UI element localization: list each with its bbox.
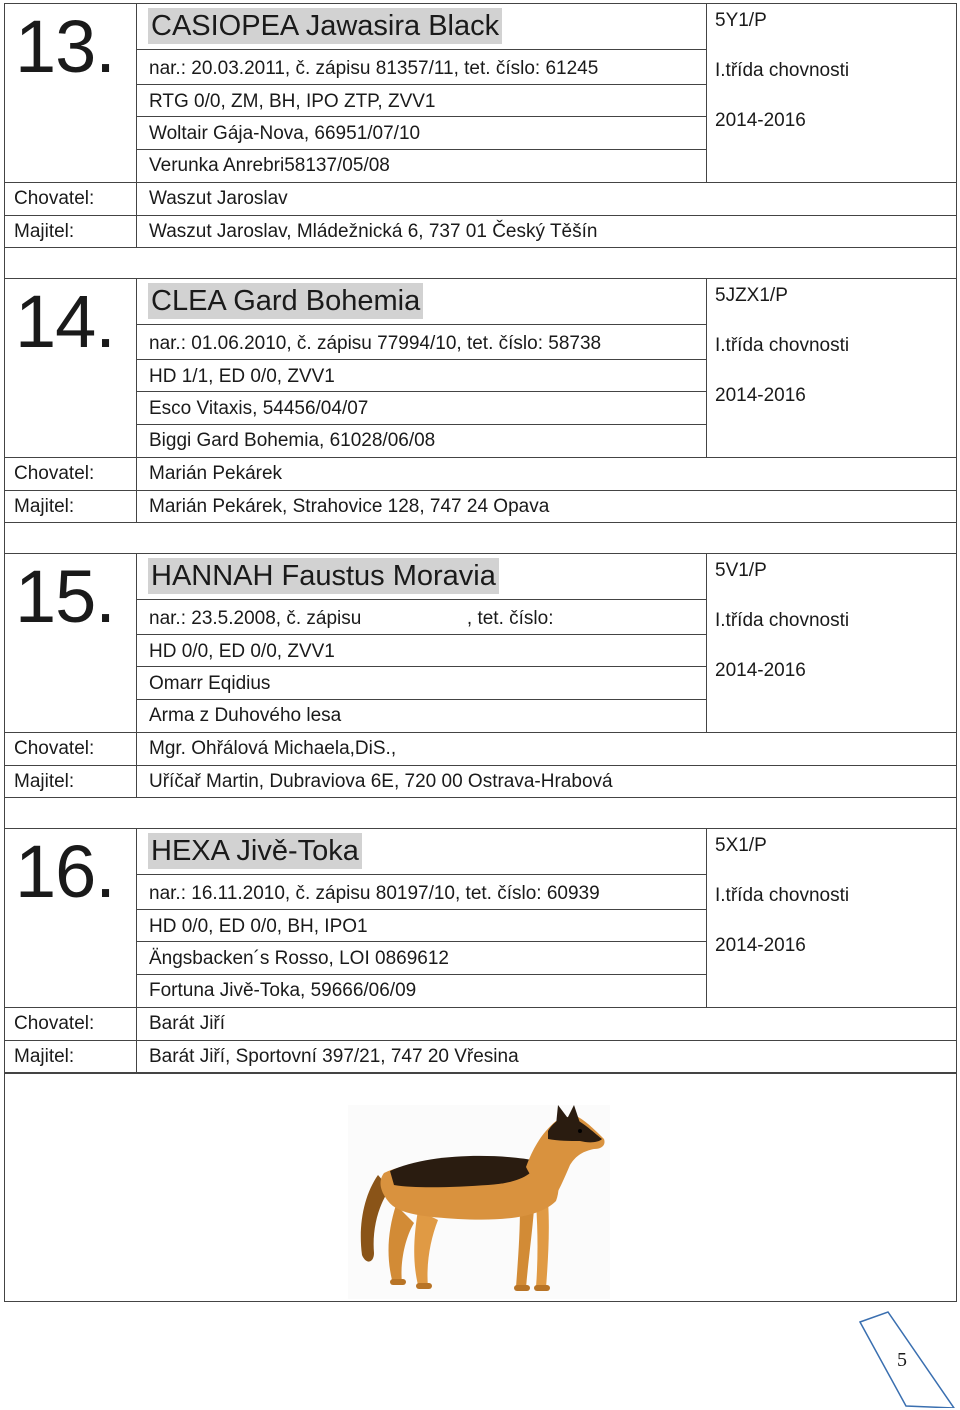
entry-number: 14. xyxy=(15,280,115,363)
sire: Omarr Eqidius xyxy=(149,673,271,694)
breeder-label: Chovatel: xyxy=(14,1013,95,1034)
health-tests: HD 0/0, ED 0/0, BH, IPO1 xyxy=(149,916,368,937)
birth-registration: nar.: 23.5.2008, č. zápisu , tet. číslo: xyxy=(149,608,554,629)
breeder-label: Chovatel: xyxy=(14,463,95,484)
owner: Uříčař Martin, Dubraviova 6E, 720 00 Ostrava-Hrabová xyxy=(149,771,613,792)
owner-label: Majitel: xyxy=(14,496,75,517)
birth-registration: nar.: 20.03.2011, č. zápisu 81357/11, tet. číslo: 61245 xyxy=(149,58,599,79)
dog-name: CASIOPEA Jawasira Black xyxy=(148,8,502,44)
breeder: Waszut Jaroslav xyxy=(149,188,288,209)
dog-name: HEXA Jivě-Toka xyxy=(148,833,362,869)
page-number-marker xyxy=(858,1310,956,1408)
dog-entry-14 xyxy=(4,278,957,523)
dog-name: CLEA Gard Bohemia xyxy=(148,283,423,319)
breeder: Mgr. Ohřálová Michaela,DiS., xyxy=(149,738,397,759)
owner: Waszut Jaroslav, Mládežnická 6, 737 01 Český Těšín xyxy=(149,221,598,242)
breeding-class: I.třída chovnosti xyxy=(715,60,850,81)
sire: Ängsbacken´s Rosso, LOI 0869612 xyxy=(149,948,449,969)
birth-registration: nar.: 16.11.2010, č. zápisu 80197/10, tet. číslo: 60939 xyxy=(149,883,600,904)
owner-label: Majitel: xyxy=(14,221,75,242)
page-number: 5 xyxy=(897,1349,907,1371)
dog-entry-15 xyxy=(4,553,957,798)
owner-label: Majitel: xyxy=(14,1046,75,1067)
birth-registration: nar.: 01.06.2010, č. zápisu 77994/10, tet. číslo: 58738 xyxy=(149,333,602,354)
breeding-code: 5X1/P xyxy=(715,835,767,856)
validity-period: 2014-2016 xyxy=(715,660,806,681)
breeding-class: I.třída chovnosti xyxy=(715,885,850,906)
validity-period: 2014-2016 xyxy=(715,385,806,406)
health-tests: RTG 0/0, ZM, BH, IPO ZTP, ZVV1 xyxy=(149,91,436,112)
dog-entry-13 xyxy=(4,3,957,248)
sire: Woltair Gája-Nova, 66951/07/10 xyxy=(149,123,421,144)
breeder-label: Chovatel: xyxy=(14,188,95,209)
breeding-class: I.třída chovnosti xyxy=(715,335,850,356)
entry-number: 13. xyxy=(15,5,115,88)
dam: Fortuna Jivě-Toka, 59666/06/09 xyxy=(149,980,417,1001)
separator xyxy=(4,522,957,553)
owner-label: Majitel: xyxy=(14,771,75,792)
german-shepherd-illustration xyxy=(348,1105,610,1299)
dog-name: HANNAH Faustus Moravia xyxy=(148,558,499,594)
dam: Arma z Duhového lesa xyxy=(149,705,342,726)
validity-period: 2014-2016 xyxy=(715,110,806,131)
validity-period: 2014-2016 xyxy=(715,935,806,956)
breeding-class: I.třída chovnosti xyxy=(715,610,850,631)
breeder: Barát Jiří xyxy=(149,1013,226,1034)
entry-number: 16. xyxy=(15,830,115,913)
sire: Esco Vitaxis, 54456/04/07 xyxy=(149,398,369,419)
dam: Biggi Gard Bohemia, 61028/06/08 xyxy=(149,430,436,451)
owner: Marián Pekárek, Strahovice 128, 747 24 Opava xyxy=(149,496,550,517)
entry-number: 15. xyxy=(15,555,115,638)
breeding-code: 5JZX1/P xyxy=(715,285,788,306)
dam: Verunka Anrebri58137/05/08 xyxy=(149,155,390,176)
breeder-label: Chovatel: xyxy=(14,738,95,759)
owner: Barát Jiří, Sportovní 397/21, 747 20 Vřesina xyxy=(149,1046,519,1067)
breeder: Marián Pekárek xyxy=(149,463,283,484)
breeding-code: 5V1/P xyxy=(715,560,767,581)
separator xyxy=(4,797,957,828)
breeding-code: 5Y1/P xyxy=(715,10,767,31)
dog-entry-16 xyxy=(4,828,957,1073)
health-tests: HD 1/1, ED 0/0, ZVV1 xyxy=(149,366,335,387)
health-tests: HD 0/0, ED 0/0, ZVV1 xyxy=(149,641,335,662)
separator xyxy=(4,247,957,278)
